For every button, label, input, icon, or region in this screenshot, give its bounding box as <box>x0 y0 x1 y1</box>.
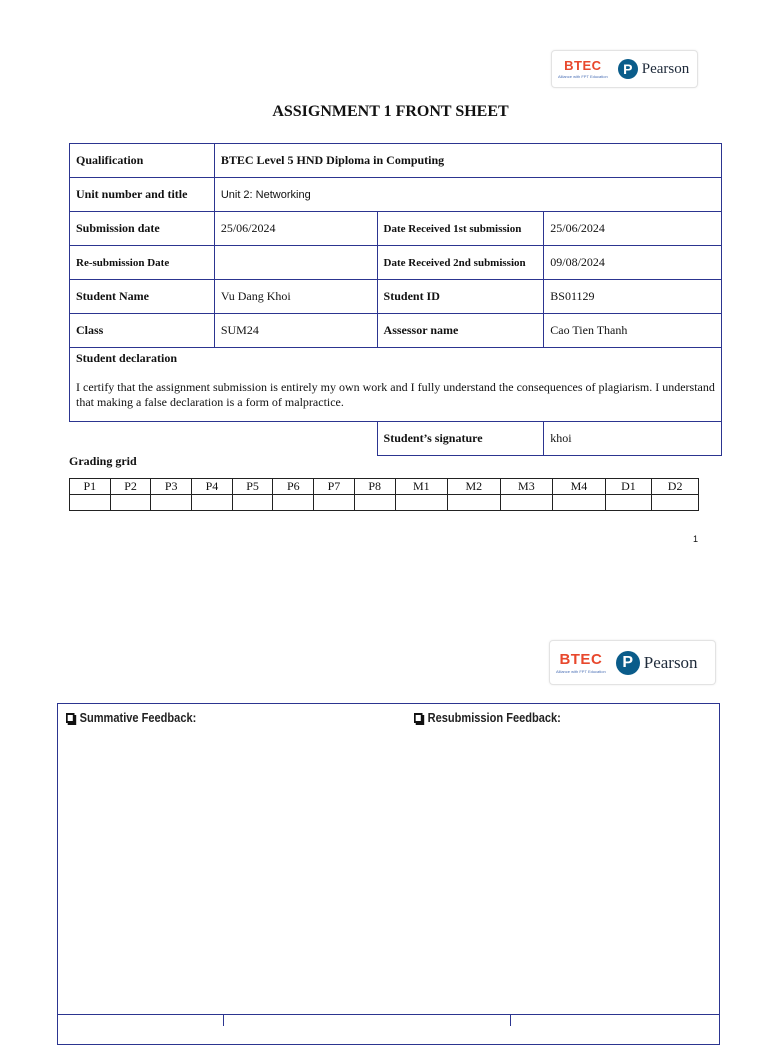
empty-cell <box>70 422 215 456</box>
grade-cell <box>652 495 699 511</box>
grade-cell <box>448 495 501 511</box>
resubmission-feedback <box>414 710 561 725</box>
grade-header: M1 <box>395 479 448 495</box>
grade-cell <box>395 495 448 511</box>
grade-header: P4 <box>192 479 233 495</box>
pearson-logo-text: Pearson <box>641 60 690 77</box>
received-1st-label: Date Received 1st submission <box>377 212 544 246</box>
grade-cell <box>314 495 355 511</box>
column-divider <box>510 1014 511 1026</box>
unit-label: Unit number and title <box>70 178 215 212</box>
grading-value-row <box>70 495 699 511</box>
resubmission-date-value <box>214 246 377 280</box>
declaration-cell <box>70 348 722 422</box>
declaration-text: I certify that the assignment submission is entirely my own work and I fully understand the consequences of plagiarism. I understand that making a false declaration is a form of malpractice. <box>76 380 715 409</box>
received-2nd-value: 09/08/2024 <box>544 246 722 280</box>
grade-header: P5 <box>232 479 273 495</box>
btec-pearson-logo-top <box>551 50 698 88</box>
summative-feedback <box>66 710 196 725</box>
btec-logo <box>558 59 608 79</box>
pearson-icon: P <box>616 651 640 675</box>
student-name-label: Student Name <box>70 280 215 314</box>
resubmission-feedback-label: Resubmission Feedback: <box>427 710 561 725</box>
grade-header: P1 <box>70 479 111 495</box>
student-name-value: Vu Dang Khoi <box>214 280 377 314</box>
btec-logo-subtext: Alliance with FPT Education <box>556 668 606 674</box>
grade-header: P2 <box>110 479 151 495</box>
grade-cell <box>553 495 606 511</box>
page-title: ASSIGNMENT 1 FRONT SHEET <box>272 103 509 120</box>
page-number: 1 <box>693 534 699 544</box>
grade-cell <box>192 495 233 511</box>
received-2nd-label: Date Received 2nd submission <box>377 246 544 280</box>
btec-logo-subtext: Alliance with FPT Education <box>558 74 608 79</box>
assessor-value: Cao Tien Thanh <box>544 314 722 348</box>
grade-header: D1 <box>605 479 652 495</box>
grade-cell <box>70 495 111 511</box>
class-value: SUM24 <box>214 314 377 348</box>
front-sheet-table <box>69 143 722 456</box>
pearson-icon: P <box>618 59 638 79</box>
grading-grid-title: Grading grid <box>69 454 137 468</box>
qualification-value: BTEC Level 5 HND Diploma in Computing <box>214 144 721 178</box>
table-row <box>70 212 722 246</box>
table-row <box>70 178 722 212</box>
grade-cell <box>232 495 273 511</box>
table-row <box>70 348 722 422</box>
grading-grid-table <box>69 478 699 511</box>
qualification-label: Qualification <box>70 144 215 178</box>
pearson-logo-text: Pearson <box>643 652 698 672</box>
feedback-bottom-divider <box>57 1014 720 1015</box>
feedback-box <box>57 703 720 1045</box>
student-id-label: Student ID <box>377 280 544 314</box>
grade-header: M4 <box>553 479 606 495</box>
declaration-title: Student declaration <box>76 351 178 365</box>
grade-header: D2 <box>652 479 699 495</box>
table-row <box>70 280 722 314</box>
student-id-value: BS01129 <box>544 280 722 314</box>
table-row <box>70 246 722 280</box>
column-divider <box>223 1014 224 1026</box>
grade-cell <box>273 495 314 511</box>
btec-logo-text: BTEC <box>564 58 602 73</box>
summative-feedback-label: Summative Feedback: <box>79 710 197 725</box>
grade-header: P8 <box>354 479 395 495</box>
resubmission-date-label: Re-submission Date <box>70 246 215 280</box>
assessor-label: Assessor name <box>377 314 544 348</box>
btec-logo-text: BTEC <box>559 650 603 668</box>
signature-value: khoi <box>544 422 722 456</box>
table-row <box>70 144 722 178</box>
grade-header: M3 <box>500 479 553 495</box>
grade-header: P6 <box>273 479 314 495</box>
checkbox-icon[interactable] <box>66 713 75 723</box>
grading-header-row <box>70 479 699 495</box>
btec-logo <box>556 652 606 674</box>
submission-date-value: 25/06/2024 <box>214 212 377 246</box>
grade-cell <box>354 495 395 511</box>
grade-header: P3 <box>151 479 192 495</box>
table-row <box>70 422 722 456</box>
grade-header: P7 <box>314 479 355 495</box>
class-label: Class <box>70 314 215 348</box>
unit-value: Unit 2: Networking <box>214 178 721 212</box>
grade-cell <box>151 495 192 511</box>
btec-pearson-logo-page2 <box>549 640 716 685</box>
grade-cell <box>110 495 151 511</box>
submission-date-label: Submission date <box>70 212 215 246</box>
empty-cell <box>214 422 377 456</box>
grade-cell <box>605 495 652 511</box>
received-1st-value: 25/06/2024 <box>544 212 722 246</box>
checkbox-icon[interactable] <box>414 713 423 723</box>
table-row <box>70 314 722 348</box>
signature-label: Student’s signature <box>377 422 544 456</box>
grade-header: M2 <box>448 479 501 495</box>
grade-cell <box>500 495 553 511</box>
